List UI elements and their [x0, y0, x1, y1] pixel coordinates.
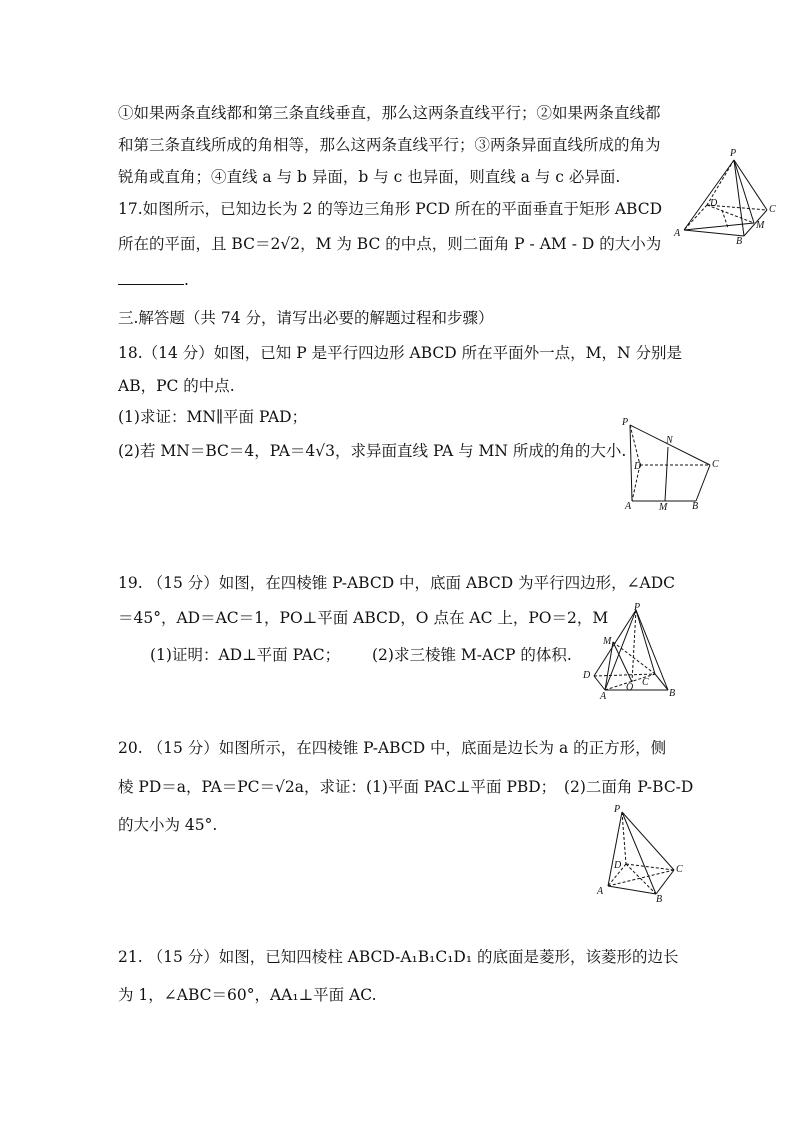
- figure-q17: [670, 150, 780, 250]
- q17-line-3: [118, 270, 189, 290]
- label-C: C: [712, 459, 719, 470]
- q19-line-2: ＝45°，AD＝AC＝1，PO⊥平面 ABCD，O 点在 AC 上，PO＝2，M: [118, 609, 609, 627]
- label-P: P: [634, 602, 641, 613]
- q21-line-2: 为 1，∠ABC＝60°，AA₁⊥平面 AC.: [118, 986, 377, 1004]
- q17-line-1: 17.如图所示，已知边长为 2 的等边三角形 PCD 所在的平面垂直于矩形 ABCD: [118, 200, 663, 218]
- label-D: D: [614, 860, 622, 871]
- label-C: C: [769, 204, 776, 215]
- label-A: A: [600, 691, 607, 702]
- q17-period: .: [184, 271, 189, 289]
- label-O: O: [626, 682, 634, 693]
- label-M: M: [659, 502, 668, 513]
- label-B: B: [692, 501, 699, 512]
- figure-q17-diagram: [670, 150, 780, 250]
- text-line-3: 锐角或直角；④直线 a 与 b 异面，b 与 c 也异面，则直线 a 与 c 必异面.: [118, 168, 621, 186]
- q17-line-2: 所在的平面，且 BC＝2√2，M 为 BC 的中点，则二面角 P - AM - D 的大小为: [118, 235, 662, 253]
- label-N: N: [666, 435, 673, 446]
- label-D: D: [710, 198, 718, 209]
- q19-line-1: 19. （15 分）如图，在四棱锥 P-ABCD 中，底面 ABCD 为平行四边形，∠ADC: [118, 574, 676, 592]
- q19-part-2: (2)求三棱锥 M-ACP 的体积.: [372, 646, 572, 664]
- label-M: M: [756, 220, 765, 231]
- q18-part-1: (1)求证：MN∥平面 PAD；: [118, 408, 308, 426]
- section-3-heading: 三.解答题（共 74 分，请写出必要的解题过程和步骤）: [118, 309, 494, 327]
- label-D: D: [583, 670, 591, 681]
- figure-q20: [594, 802, 694, 907]
- q20-line-1: 20. （15 分）如图所示，在四棱锥 P-ABCD 中，底面是边长为 a 的正方形，侧: [118, 739, 667, 757]
- label-M: M: [603, 636, 612, 647]
- label-P: P: [614, 804, 621, 815]
- label-A: A: [674, 228, 681, 239]
- label-C: C: [676, 864, 683, 875]
- label-C: C: [642, 677, 649, 688]
- label-A: A: [625, 501, 632, 512]
- label-P: P: [622, 417, 629, 428]
- label-D: D: [634, 461, 642, 472]
- text-line-2: 和第三条直线所成的角相等，那么这两条直线平行；③两条异面直线所成的角为: [118, 136, 661, 154]
- q21-line-1: 21. （15 分）如图，已知四棱柱 ABCD-A₁B₁C₁D₁ 的底面是菱形，该菱形的边长: [118, 948, 679, 966]
- label-P: P: [730, 148, 737, 159]
- text-line-1: ①如果两条直线都和第三条直线垂直，那么这两条直线平行；②如果两条直线都: [118, 104, 661, 122]
- label-B: B: [656, 894, 663, 905]
- q20-line-3: 的大小为 45°.: [118, 816, 218, 834]
- q20-line-2: 棱 PD＝a，PA＝PC＝√2a，求证：(1)平面 PAC⊥平面 PBD； (2)二面角 P-BC-D: [118, 778, 694, 796]
- figure-q18: [620, 415, 725, 515]
- answer-blank: [118, 270, 184, 285]
- figure-q19: [580, 602, 685, 702]
- q19-part-1: (1)证明：AD⊥平面 PAC；: [150, 646, 341, 664]
- figure-q20-diagram: [594, 802, 694, 907]
- label-B: B: [669, 688, 676, 699]
- q18-line-1: 18.（14 分）如图，已知 P 是平行四边形 ABCD 所在平面外一点，M，N 分别是: [118, 344, 682, 362]
- label-A: A: [597, 886, 604, 897]
- label-B: B: [736, 236, 743, 247]
- q18-line-2: AB，PC 的中点.: [118, 377, 235, 395]
- q18-part-2: (2)若 MN＝BC＝4，PA＝4√3，求异面直线 PA 与 MN 所成的角的大小.: [118, 442, 627, 460]
